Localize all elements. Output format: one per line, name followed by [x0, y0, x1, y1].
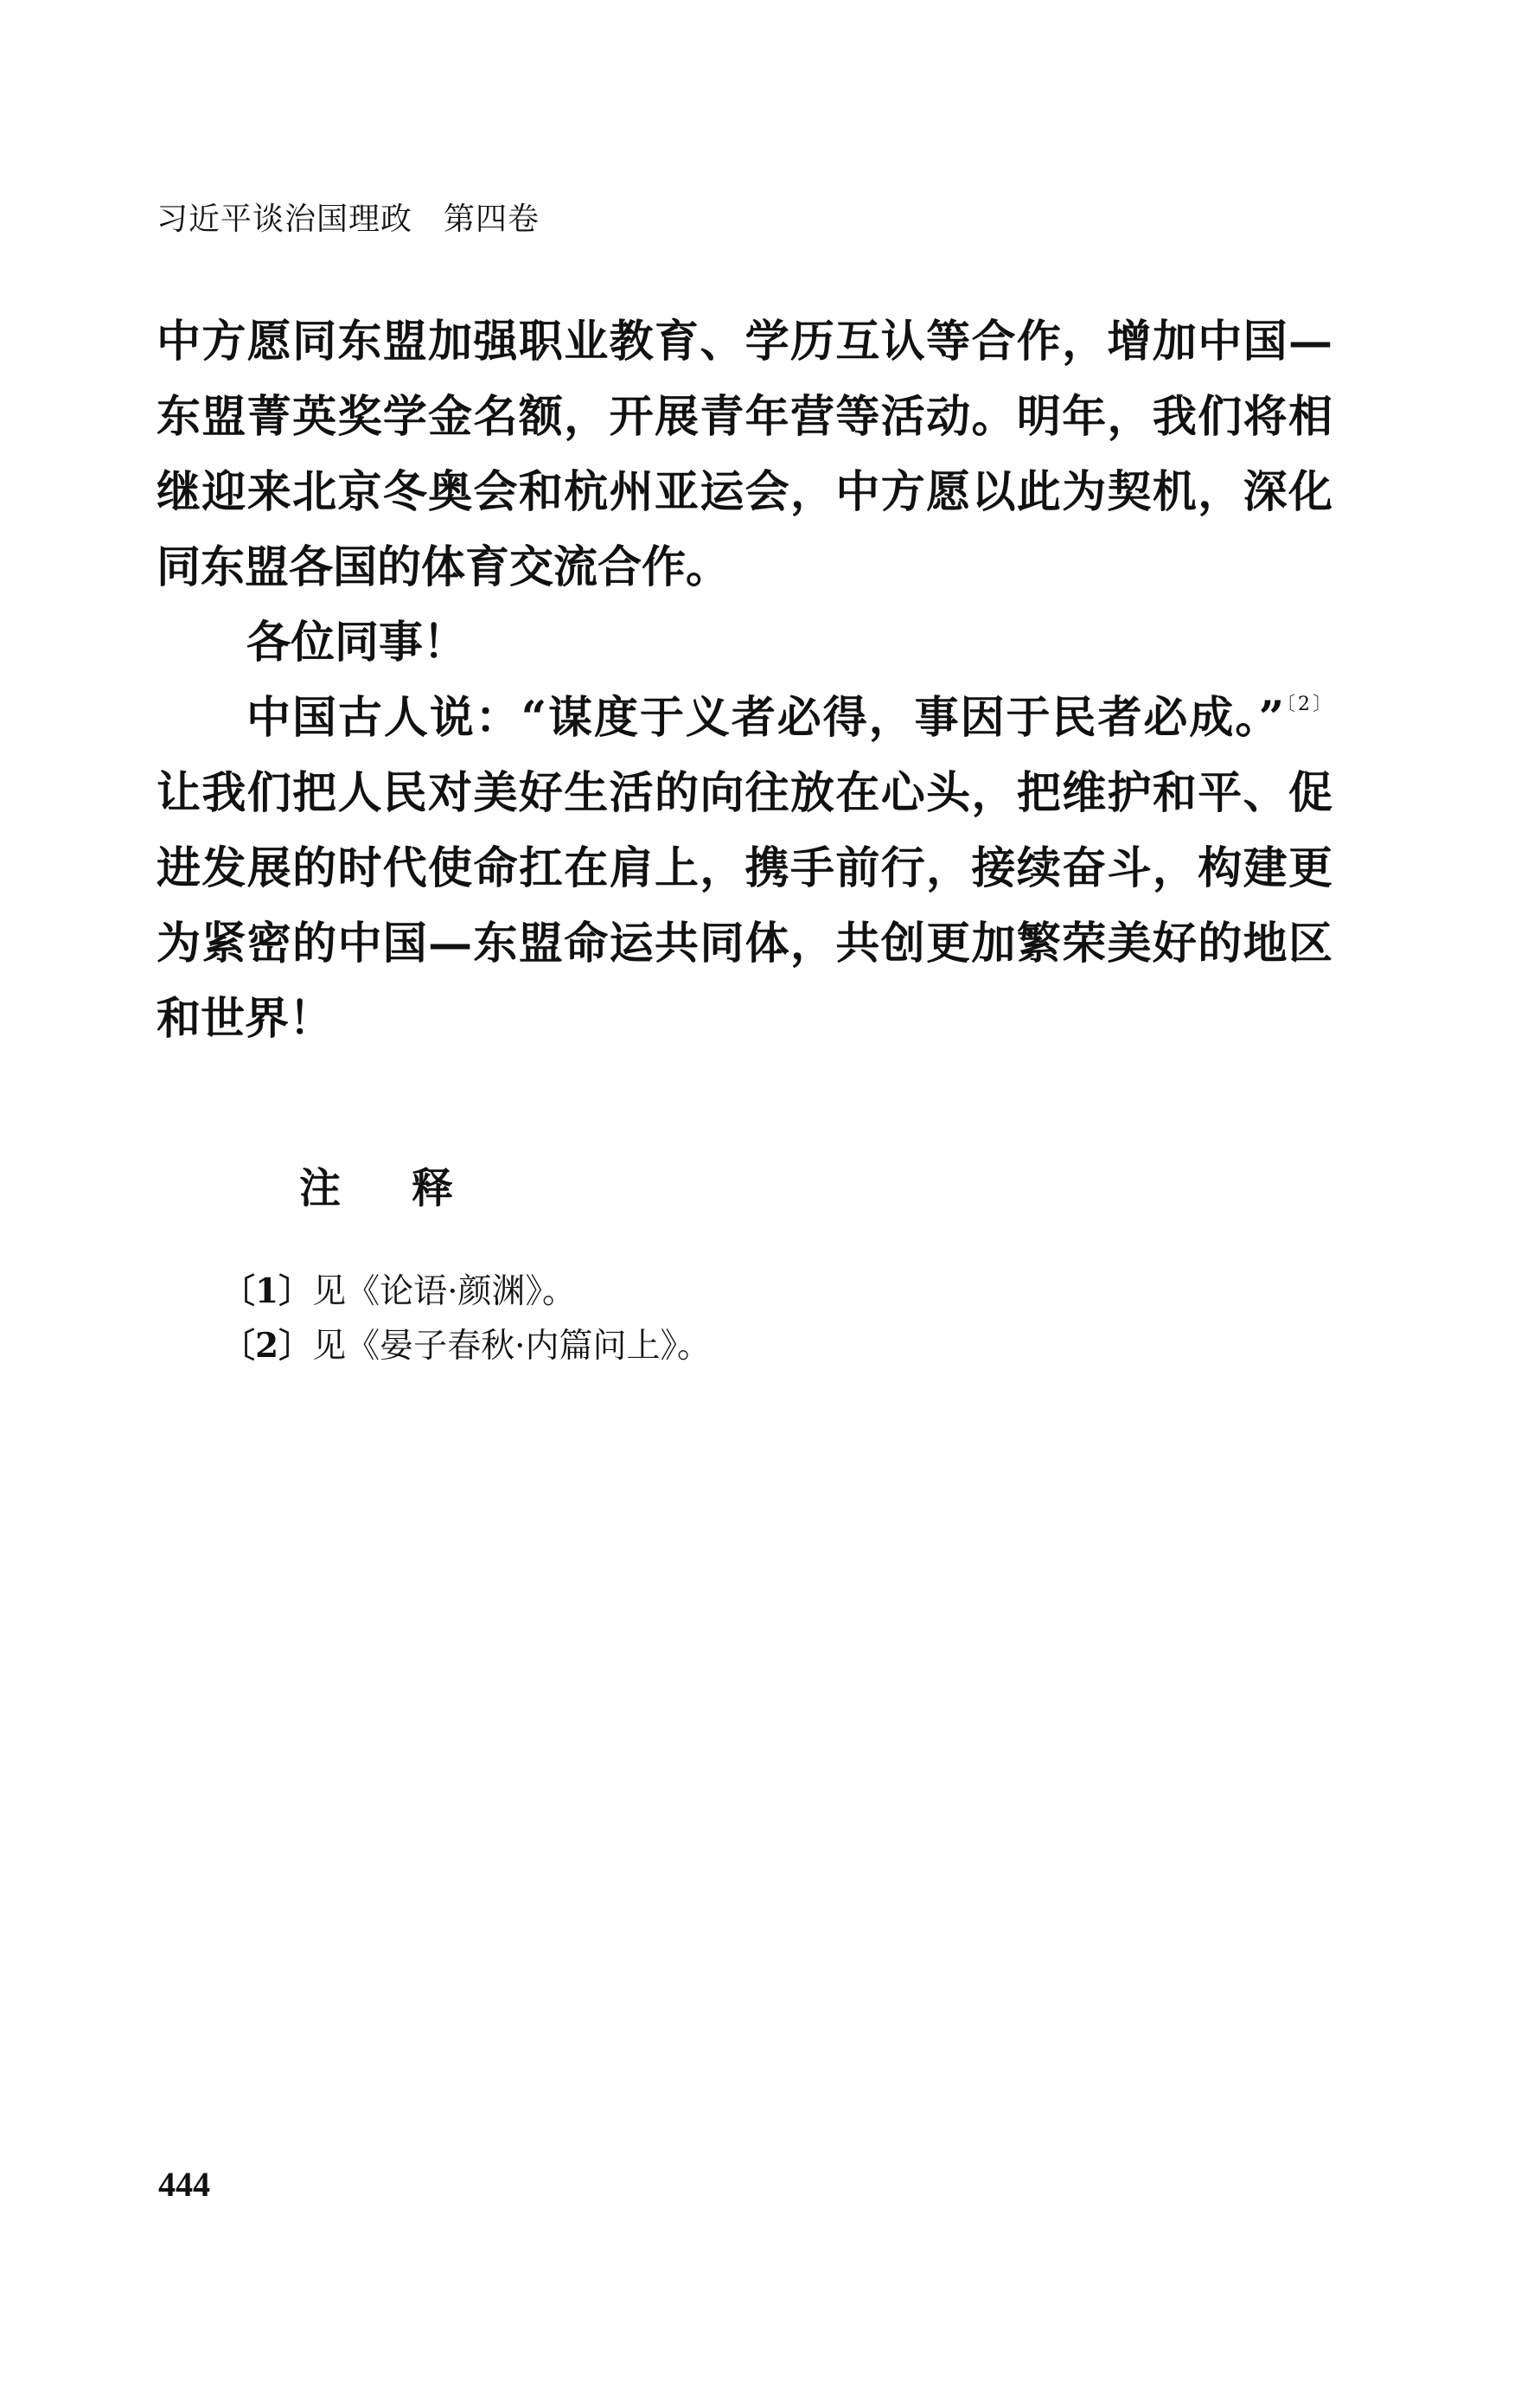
running-header [157, 201, 540, 239]
paragraph-3-rest: 让我们把人民对美好生活的向往放在心头，把维护和平、促进发展的时代使命扛在肩上，携手前行，接续奋斗，构建更为紧密的中国—东盟命运共同体，共创更加繁荣美好的地区和世界！ [157, 767, 1332, 1045]
paragraph-2: 各位同事！ [246, 617, 468, 669]
note-text: 见《晏子春秋·内篇问上》。 [312, 1327, 712, 1366]
page-number: 444 [158, 2165, 210, 2204]
book-title: 习近平谈治国理政 [157, 202, 413, 237]
body-text [157, 304, 1332, 1057]
notes-heading [299, 1162, 453, 1214]
paragraph-1: 中方愿同东盟加强职业教育、学历互认等合作，增加中国—东盟菁英奖学金名额，开展青年营等活动。明年，我们将相继迎来北京冬奥会和杭州亚运会，中方愿以此为契机，深化同东盟各国的体育交流合作。 [157, 316, 1332, 593]
notes-heading-left: 注 [299, 1164, 342, 1213]
volume-label: 第四卷 [444, 202, 540, 237]
notes-list [221, 1264, 711, 1373]
note-item-1 [221, 1264, 711, 1319]
note-number: 〔1〕 [221, 1271, 313, 1311]
notes-heading-right: 释 [412, 1164, 454, 1213]
footnote-ref-2[interactable]: 〔2〕 [1284, 694, 1332, 715]
note-number: 〔2〕 [221, 1326, 313, 1366]
note-item-2 [221, 1319, 711, 1373]
note-text: 见《论语·颜渊》。 [312, 1272, 577, 1311]
paragraph-3-quote: 中国古人说：“谋度于义者必得，事因于民者必成。” [246, 692, 1285, 744]
paragraph-3 [157, 681, 1332, 1057]
